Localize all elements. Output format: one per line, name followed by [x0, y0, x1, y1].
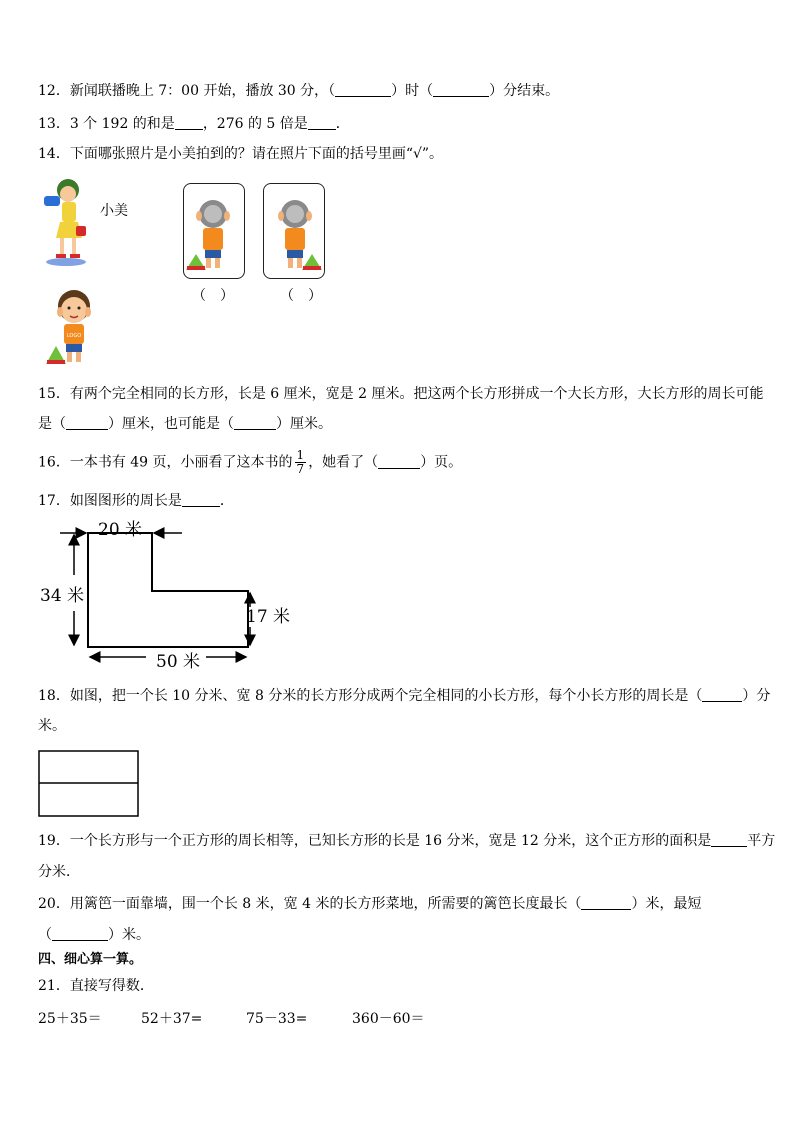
question-number: 14．: [38, 146, 70, 162]
answer-blank[interactable]: [182, 492, 220, 507]
question-16: [38, 449, 462, 476]
calc-item[interactable]: 52＋37=: [141, 1011, 203, 1027]
question-text: 分米．: [38, 864, 80, 880]
question-number: 15．: [38, 386, 70, 402]
question-text: 一个长方形与一个正方形的周长相等，已知长方形的长是 16 分米，宽是 12 分米，这个正方形的面积是: [69, 833, 712, 849]
fraction: [295, 449, 307, 476]
photo-1-paren[interactable]: （ ）: [192, 288, 234, 304]
photo-option-2: [263, 183, 325, 279]
question-text: ）米，最短: [631, 896, 702, 912]
question-text: 下面哪张照片是小美拍到的？请在照片下面的括号里画“√”。: [69, 146, 444, 162]
question-text: 米。: [38, 718, 66, 734]
section-heading: 四、细心算一算。: [38, 952, 143, 967]
question-text: 3 个 192 的和是: [69, 116, 175, 132]
question-15: [38, 384, 763, 404]
question-text: 是（: [38, 416, 66, 432]
question-text: 用篱笆一面靠墙，围一个长 8 米，宽 4 米的长方形菜地，所需要的篱笆长度最长（: [69, 896, 582, 912]
photo-option-1: [183, 183, 245, 279]
question-19-line-2: [38, 862, 80, 882]
question-text: ）分: [742, 688, 771, 704]
question-text: ）页。: [420, 454, 463, 471]
question-13: [38, 114, 350, 134]
question-number: 20．: [38, 896, 70, 912]
answer-blank[interactable]: [702, 687, 742, 702]
question-21: [38, 976, 154, 996]
label-left: 34 米: [40, 586, 85, 606]
boy-back-view: [184, 184, 244, 278]
label-bottom: 50 米: [156, 652, 201, 672]
answer-blank[interactable]: [335, 82, 391, 97]
question-text: 直接写得数．: [69, 978, 154, 994]
calc-item[interactable]: 75－33=: [246, 1011, 308, 1027]
question-14: [38, 144, 443, 164]
question-number: 19．: [38, 833, 70, 849]
question-text: 有两个完全相同的长方形，长是 6 厘米，宽是 2 厘米。把这两个长方形拼成一个大长方形，大长方形的周长可能: [69, 386, 764, 402]
calc-item[interactable]: 25＋35＝: [38, 1011, 102, 1027]
question-text: ）分结束。: [489, 83, 560, 99]
question-number: 21．: [38, 978, 70, 994]
photo-2-paren[interactable]: （ ）: [280, 288, 322, 304]
l-shape-figure: [36, 515, 296, 675]
question-text: 平方: [747, 833, 776, 849]
question-text: （: [38, 927, 52, 943]
question-text: 一本书有 49 页，小丽看了这本书的: [69, 454, 293, 471]
question-text: ）厘米。: [276, 416, 332, 432]
question-19: [38, 831, 775, 851]
rectangle-figure: [38, 750, 140, 818]
l-shape-outline: [88, 533, 248, 647]
question-15-line-2: [38, 414, 332, 434]
question-number: 18．: [38, 688, 70, 704]
label-top: 20 米: [98, 520, 143, 540]
answer-blank[interactable]: [581, 895, 631, 910]
fraction-denominator: 7: [296, 462, 305, 476]
boy-back-view: [264, 184, 324, 278]
answer-blank[interactable]: [52, 926, 108, 941]
question-number: 17．: [38, 493, 70, 509]
answer-blank[interactable]: [66, 415, 108, 430]
question-text: ）时（: [391, 83, 434, 99]
calc-item[interactable]: 360－60＝: [352, 1011, 425, 1027]
answer-blank[interactable]: [711, 832, 747, 847]
question-18-line-2: [38, 716, 66, 736]
answer-blank[interactable]: [378, 454, 420, 469]
label-right: 17 米: [246, 607, 291, 627]
answer-blank[interactable]: [308, 115, 336, 130]
question-18: [38, 686, 770, 706]
question-text: 新闻联播晚上 7：00 开始，播放 30 分，（: [69, 83, 336, 99]
question-text: ）厘米，也可能是（: [108, 416, 234, 432]
shirt-logo-text: LOGO: [66, 333, 82, 339]
question-text: ．: [219, 493, 234, 509]
question-text: 如图图形的周长是: [69, 493, 182, 509]
question-number: 13．: [38, 116, 70, 132]
question-20-line-2: [38, 925, 150, 945]
question-20: [38, 894, 701, 914]
question-number: 16．: [38, 454, 70, 471]
question-number: 12．: [38, 83, 70, 99]
question-17: [38, 491, 234, 511]
question-text: ，276 的 5 倍是: [202, 116, 308, 132]
answer-blank[interactable]: [175, 115, 203, 130]
question-text: ．: [335, 116, 350, 132]
boy-illustration: [44, 286, 100, 368]
answer-blank[interactable]: [433, 82, 489, 97]
question-text: ，她看了（: [308, 454, 379, 471]
girl-label: 小美: [100, 203, 128, 219]
girl-illustration: [40, 178, 92, 268]
question-text: 如图，把一个长 10 分米、宽 8 分米的长方形分成两个完全相同的小长方形，每个小长方形的周长是（: [69, 688, 703, 704]
answer-blank[interactable]: [234, 415, 276, 430]
fraction-numerator: 1: [296, 448, 305, 462]
question-12: [38, 81, 559, 101]
question-text: ）米。: [108, 927, 150, 943]
